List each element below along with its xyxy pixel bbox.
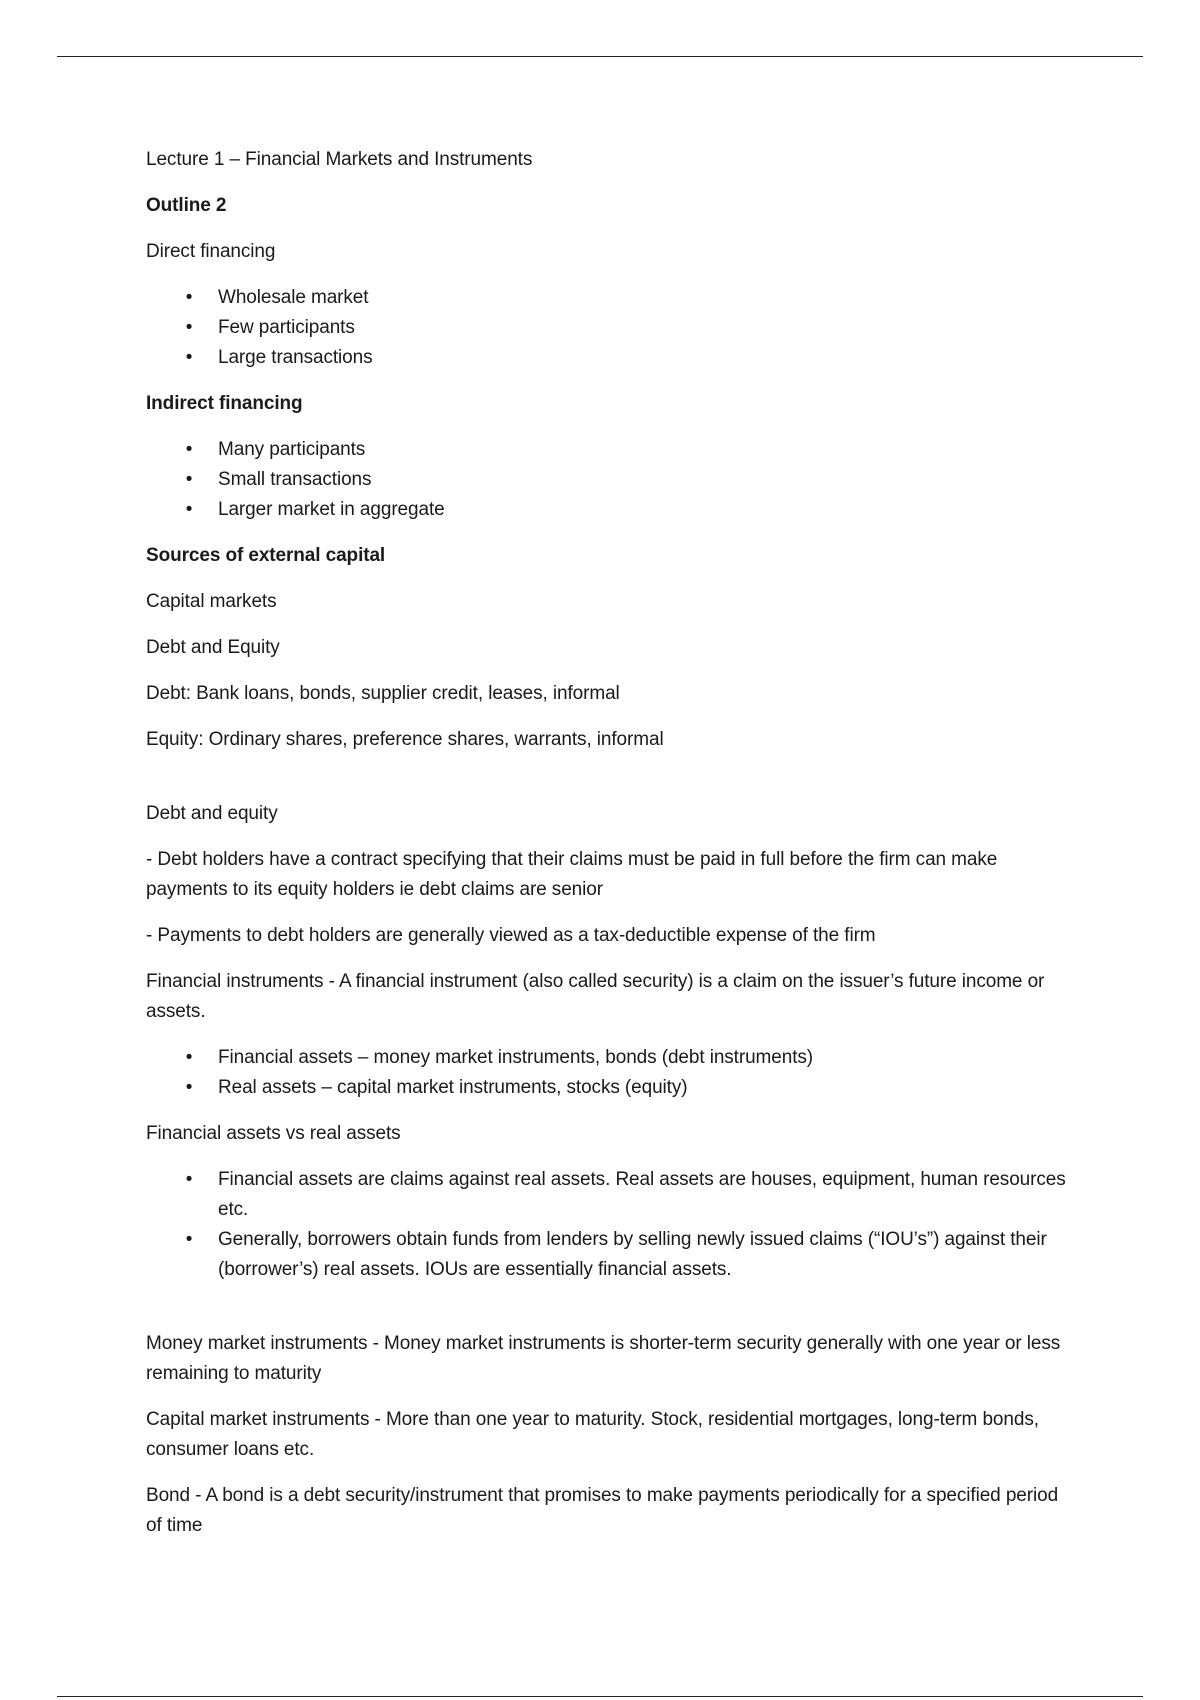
payments-paragraph: - Payments to debt holders are generally viewed as a tax-deductible expense of the firm bbox=[146, 925, 876, 946]
fin-vs-real-list bbox=[146, 1165, 1066, 1285]
spacer bbox=[146, 1301, 1066, 1329]
bullet-icon: • bbox=[185, 1229, 193, 1250]
indirect-financing-list bbox=[146, 435, 1066, 525]
spacer bbox=[146, 771, 1066, 799]
list-item: • Small transactions bbox=[146, 465, 1066, 495]
bullet-icon: • bbox=[185, 439, 193, 460]
debt-equity-heading: Debt and equity bbox=[146, 803, 278, 824]
bullet-icon: • bbox=[185, 287, 193, 308]
financial-instruments-list bbox=[146, 1043, 1066, 1103]
outline-heading: Outline 2 bbox=[146, 195, 227, 216]
bullet-icon: • bbox=[185, 317, 193, 338]
indirect-financing-heading: Indirect financing bbox=[146, 393, 303, 414]
list-item: • Financial assets – money market instruments, bonds (debt instruments) bbox=[146, 1043, 1066, 1073]
document-body bbox=[146, 145, 1066, 1557]
direct-financing-list bbox=[146, 283, 1066, 373]
list-item: • Financial assets are claims against real assets. Real assets are houses, equipment, human resources etc. bbox=[146, 1165, 1066, 1225]
bullet-icon: • bbox=[185, 1169, 193, 1190]
fin-vs-real-heading: Financial assets vs real assets bbox=[146, 1123, 401, 1144]
bond-paragraph: Bond - A bond is a debt security/instrument that promises to make payments periodically for a specified period of time bbox=[146, 1485, 1059, 1536]
bullet-icon: • bbox=[185, 1077, 193, 1098]
bullet-icon: • bbox=[185, 499, 193, 520]
bullet-icon: • bbox=[185, 347, 193, 368]
list-item: • Real assets – capital market instruments, stocks (equity) bbox=[146, 1073, 1066, 1103]
bullet-icon: • bbox=[185, 469, 193, 490]
list-item: • Wholesale market bbox=[146, 283, 1066, 313]
money-market-paragraph: Money market instruments - Money market instruments is shorter-term security generally with one year or less remaining to maturity bbox=[146, 1333, 1061, 1384]
equity-line: Equity: Ordinary shares, preference shares, warrants, informal bbox=[146, 729, 664, 750]
list-item: • Larger market in aggregate bbox=[146, 495, 1066, 525]
direct-financing-heading: Direct financing bbox=[146, 241, 276, 262]
footer-rule bbox=[57, 1696, 1143, 1697]
list-item: • Few participants bbox=[146, 313, 1066, 343]
debt-line: Debt: Bank loans, bonds, supplier credit, leases, informal bbox=[146, 683, 620, 704]
list-item: • Many participants bbox=[146, 435, 1066, 465]
financial-instruments-paragraph: Financial instruments - A financial instrument (also called security) is a claim on the issuer’s future income or assets. bbox=[146, 971, 1045, 1022]
list-item: • Large transactions bbox=[146, 343, 1066, 373]
capital-markets-line: Capital markets bbox=[146, 591, 277, 612]
debt-and-equity-line: Debt and Equity bbox=[146, 637, 280, 658]
lecture-title: Lecture 1 – Financial Markets and Instruments bbox=[146, 149, 533, 170]
header-rule bbox=[57, 56, 1143, 57]
bullet-icon: • bbox=[185, 1047, 193, 1068]
list-item: • Generally, borrowers obtain funds from lenders by selling newly issued claims (“IOU’s”) against their (borrower’s) real assets. IOUs are essentially financial assets. bbox=[146, 1225, 1066, 1285]
sources-heading: Sources of external capital bbox=[146, 545, 386, 566]
debt-holders-paragraph: - Debt holders have a contract specifying that their claims must be paid in full before the firm can make payments to its equity holders ie debt claims are senior bbox=[146, 849, 998, 900]
capital-market-paragraph: Capital market instruments - More than one year to maturity. Stock, residential mortgages, long-term bonds, consumer loans etc. bbox=[146, 1409, 1039, 1460]
